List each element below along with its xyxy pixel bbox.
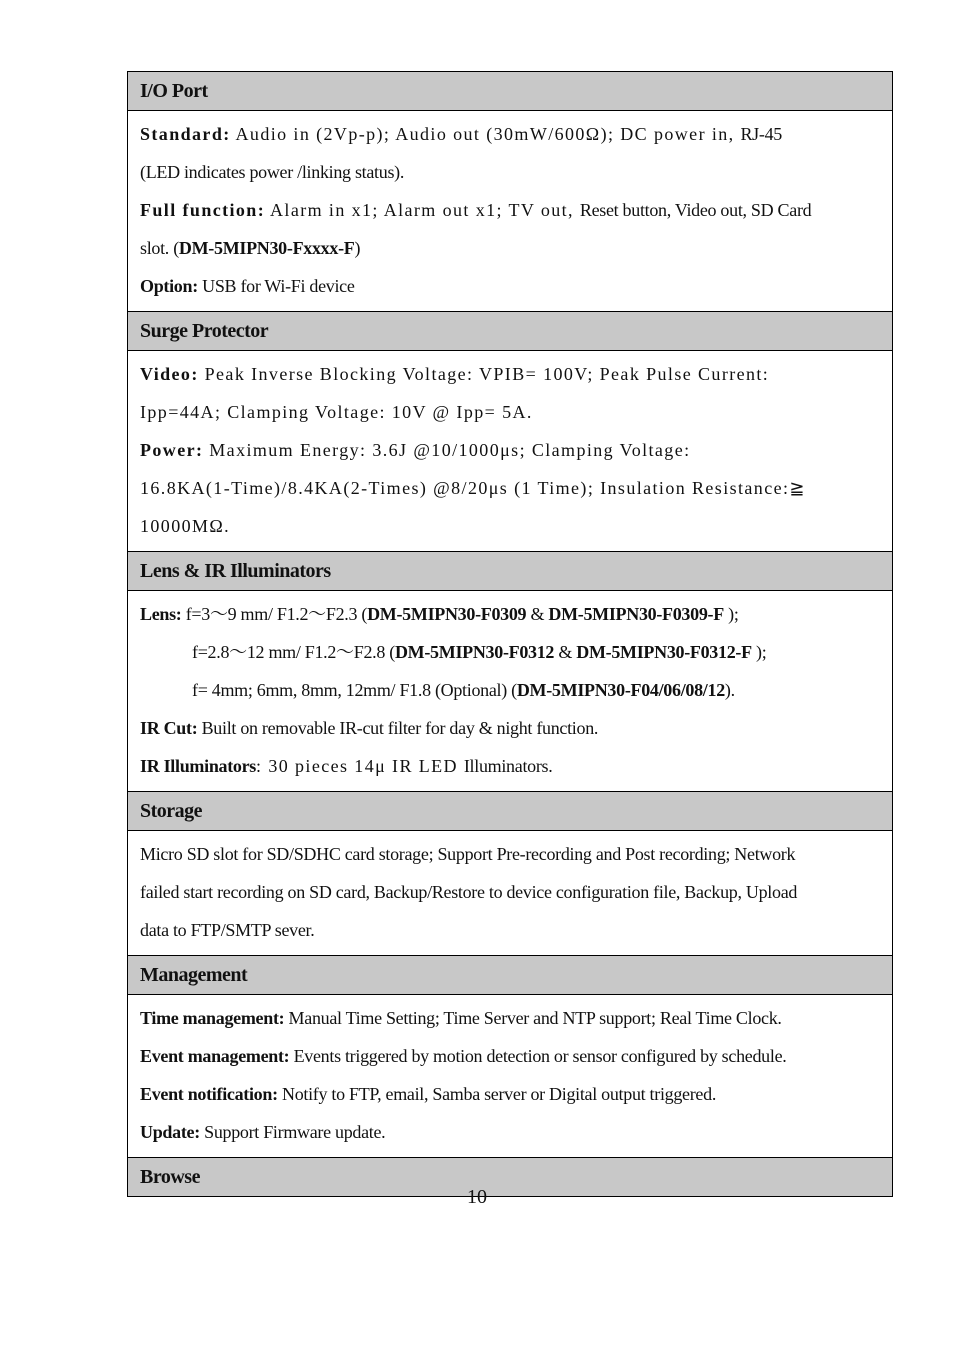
lens-body — [128, 591, 892, 792]
update-label: Update: — [140, 1122, 200, 1142]
ir-illuminators-label: IR Illuminators — [140, 756, 257, 776]
video-label: Video: — [140, 364, 199, 384]
management-header: Management — [128, 956, 892, 995]
event-notification-line — [140, 1075, 880, 1113]
lens-model-0309: DM-5MIPN30-F0309 — [367, 604, 527, 624]
lens-label: Lens: — [140, 604, 182, 624]
standard-line-2: (LED indicates power /linking status). — [140, 162, 405, 182]
surge-header: Surge Protector — [128, 312, 892, 351]
full-function-text-2: Reset button, Video out, SD Card — [579, 200, 812, 220]
standard-label: Standard: — [140, 124, 231, 144]
full-function-line-1 — [140, 191, 880, 229]
browse-header: Browse — [128, 1158, 892, 1196]
lens-model-0312: DM-5MIPN30-F0312 — [394, 642, 555, 662]
ircut-line — [140, 709, 880, 747]
power-line-2: 16.8KA(1-Time)/8.4KA(2-Times) @8/20μs (1 Time); Insulation Resistance:≧ — [140, 478, 806, 498]
io-port-header: I/O Port — [128, 72, 892, 111]
update-line — [140, 1113, 880, 1151]
option-text: USB for Wi-Fi device — [197, 276, 355, 296]
power-text: Maximum Energy: 3.6J @10/1000μs; Clamping Voltage: — [203, 440, 691, 460]
full-function-line-2 — [140, 229, 880, 267]
storage-body — [128, 831, 892, 956]
lens-amp-1: & — [526, 604, 549, 624]
full-function-text: Alarm in x1; Alarm out x1; TV out, — [265, 200, 580, 220]
event-management-text: Events triggered by motion detection or sensor configured by schedule. — [289, 1046, 787, 1066]
video-line-1 — [140, 355, 880, 393]
surge-body — [128, 351, 892, 552]
video-text: Peak Inverse Blocking Voltage: VPIB= 100V; Peak Pulse Current: — [198, 364, 770, 384]
option-label: Option: — [140, 276, 198, 296]
standard-text-rj45: RJ-45 — [740, 124, 782, 144]
update-text: Support Firmware update. — [199, 1122, 386, 1142]
full-function-slot: slot. ( — [140, 238, 179, 258]
time-management-text: Manual Time Setting; Time Server and NTP support; Real Time Clock. — [284, 1008, 782, 1028]
page-number: 10 — [467, 1186, 487, 1208]
lens-model-0312f: DM-5MIPN30-F0312-F — [576, 642, 752, 662]
lens-end-1: ); — [723, 604, 739, 624]
lens-line-2 — [140, 633, 880, 671]
full-function-close: ) — [354, 238, 361, 258]
storage-line-2: failed start recording on SD card, Backup/Restore to device configuration file, Backup, Upload — [140, 882, 798, 902]
io-port-body — [128, 111, 892, 312]
storage-header: Storage — [128, 792, 892, 831]
event-management-line — [140, 1037, 880, 1075]
time-management-line — [140, 999, 880, 1037]
lens-end-3: ). — [724, 680, 735, 700]
video-line-2: Ipp=44A; Clamping Voltage: 10V @ Ipp= 5A. — [140, 402, 533, 422]
storage-line-1: Micro SD slot for SD/SDHC card storage; Support Pre-recording and Post recording; Network — [140, 844, 796, 864]
standard-text: Audio in (2Vp-p); Audio out (30mW/600Ω); DC power in, — [230, 124, 741, 144]
lens-line-3 — [140, 671, 880, 709]
lens-model-0309f: DM-5MIPN30-F0309-F — [548, 604, 724, 624]
event-notification-text: Notify to FTP, email, Samba server or Digital output triggered. — [277, 1084, 717, 1104]
full-function-label: Full function: — [140, 200, 266, 220]
lens-end-2: ); — [751, 642, 767, 662]
storage-line-3: data to FTP/SMTP sever. — [140, 920, 315, 940]
event-notification-label: Event notification: — [140, 1084, 278, 1104]
ir-illuminators-text: : 30 pieces 14μ IR LED — [256, 756, 464, 776]
time-management-label: Time management: — [140, 1008, 285, 1028]
lens-text-3: f= 4mm; 6mm, 8mm, 12mm/ F1.8 (Optional) ( — [192, 680, 517, 700]
spec-table — [127, 71, 893, 1197]
lens-text-2: f=2.8～12 mm/ F1.2～F2.8 ( — [192, 642, 395, 662]
lens-amp-2: & — [554, 642, 577, 662]
event-management-label: Event management: — [140, 1046, 290, 1066]
lens-header: Lens & IR Illuminators — [128, 552, 892, 591]
full-function-model: DM-5MIPN30-Fxxxx-F — [178, 238, 355, 258]
power-line-1 — [140, 431, 880, 469]
lens-model-fixed: DM-5MIPN30-F04/06/08/12 — [516, 680, 725, 700]
lens-text-1: f=3～9 mm/ F1.2～F2.3 ( — [181, 604, 368, 624]
standard-line-1 — [140, 115, 880, 153]
lens-line-1 — [140, 595, 880, 633]
management-body — [128, 995, 892, 1158]
ircut-text: Built on removable IR-cut filter for day & night function. — [197, 718, 599, 738]
power-line-3: 10000MΩ. — [140, 516, 231, 536]
option-line — [140, 267, 880, 305]
power-label: Power: — [140, 440, 204, 460]
ircut-label: IR Cut: — [140, 718, 198, 738]
ir-illuminators-line — [140, 747, 880, 785]
ir-illuminators-text-2: Illuminators. — [463, 756, 553, 776]
